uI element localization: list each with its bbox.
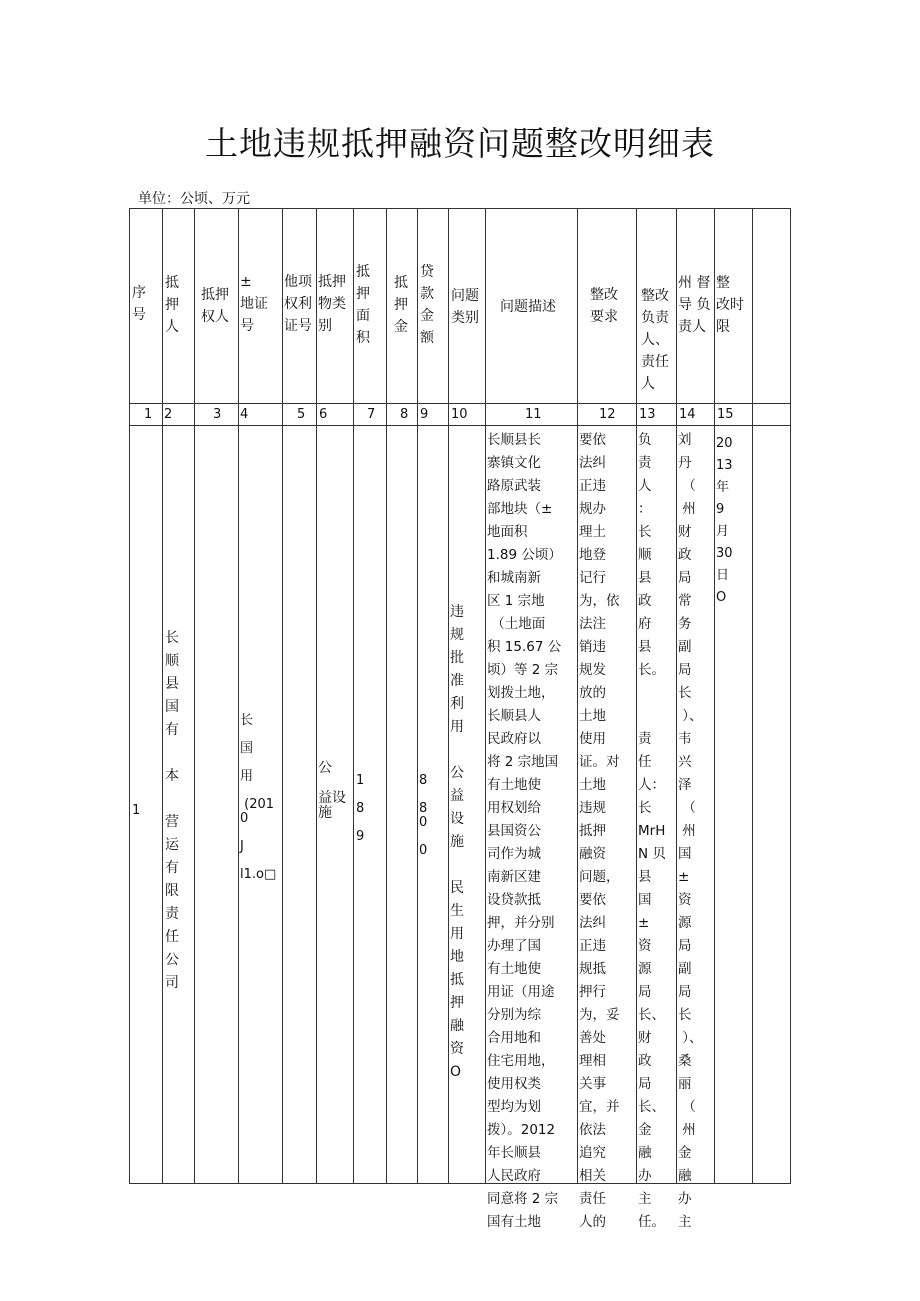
- unit-label: 单位：公顷、万元: [138, 191, 250, 207]
- col-line: [316, 209, 317, 1183]
- row1-mortgagor: 长 顺 县 国 有 本 营 运 有 限 责 任 公 司: [165, 630, 179, 991]
- column-number: 2: [164, 407, 173, 422]
- column-number: 4: [240, 407, 249, 422]
- column-number: 6: [319, 407, 328, 422]
- row1-requirement: 要依 法纠 正违 规办 理土 地登 记行 为，依 法注 销违 规发 放的 土地 使用 证。对 土地 违规 抵押 融资 问题， 要依 法纠 正违 规抵 押行 为，妥 善处 理相 关事 宜，并 依法 追究 相关 责任 人的: [579, 432, 620, 1230]
- col-line: [194, 209, 195, 1183]
- column-number: 15: [717, 407, 734, 422]
- column-number: 5: [297, 407, 306, 422]
- column-number: 14: [679, 407, 696, 422]
- row1-mortgage-area: 1 8 9: [356, 773, 365, 844]
- row1-collateral-type: 公 益设 施: [318, 760, 346, 821]
- col-line: [714, 209, 715, 1183]
- col-line: [353, 209, 354, 1183]
- header-mortgage-area: 抵 押 面 积: [356, 264, 370, 346]
- row1-problem-type: 违 规 批 准 利 用 公 益 设 施 民 生 用 地 抵 押 融 资 O: [450, 604, 464, 1080]
- header-mortgagee: 抵押 权人: [201, 287, 229, 325]
- header-requirement: 整改 要求: [590, 287, 618, 325]
- header-responsible: 整改 负责 人、 责任 人: [641, 288, 669, 392]
- header-divider: [130, 403, 790, 404]
- header-land-cert: ± 地证 号: [240, 274, 268, 334]
- col-line: [386, 209, 387, 1183]
- row1-deadline: 20 13 年 9 月 30 日 O: [716, 436, 733, 605]
- header-problem-description: 问题描述: [500, 299, 556, 315]
- header-mortgagor: 抵 押 人: [165, 275, 179, 335]
- document-title: 土地违规抵押融资问题整改明细表: [205, 124, 715, 163]
- col-line: [162, 209, 163, 1183]
- column-number: 13: [639, 407, 656, 422]
- column-number: 9: [420, 407, 429, 422]
- rectification-table: [129, 208, 791, 1230]
- header-deadline: 整 改时 限: [716, 275, 744, 335]
- header-problem-type: 问题 类别: [451, 288, 479, 326]
- col-line: [752, 209, 753, 1183]
- col-line: [238, 209, 239, 1183]
- column-number: 3: [213, 407, 222, 422]
- row1-problem-description: 长顺县长 寨镇文化 路原武装 部地块（± 地面积 1.89 公顷） 和城南新 区 1 宗地 （土地面 积 15.67 公 顷）等 2 宗 划拨土地， 长顺县人 民政府以 将 2 宗地国 有土地使 用权划给 县国资公 司作为城 南新区建 设贷款抵 押，并分别 办理了国 有土地使 用证（用途 分别为综 合用地和 住宅用地， 使用权类 型均为划 拨）。2012 年长顺县 人民政府 同意将 2 宗 国有土地: [487, 432, 562, 1230]
- row1-land-cert: 长 国 用 (201 0 J l1.o□: [240, 713, 277, 882]
- header-loan-amount: 贷 款 金 额: [420, 264, 434, 346]
- header-collateral-type: 抵押 物类 别: [318, 274, 346, 334]
- row1-loan-amount: 8 8 0 0: [419, 773, 428, 858]
- col-line: [676, 209, 677, 1183]
- column-number: 11: [525, 407, 542, 422]
- col-line: [636, 209, 637, 1183]
- header-supervisor: 州 督 导 负 责人: [678, 275, 711, 335]
- row1-supervisor: 刘 丹 （ 州 财 政 局 常 务 副 局 长 ）、 韦 兴 泽 （ 州 国 ± 资 源 局 副 局 长 ）、 桑 丽 （ 州 金 融 办 主: [678, 432, 703, 1230]
- header-seq: 序 号: [132, 285, 146, 323]
- col-line: [448, 209, 449, 1183]
- column-number: 7: [367, 407, 376, 422]
- header-other-rights-cert: 他项 权利 证号: [284, 274, 312, 334]
- col-line: [282, 209, 283, 1183]
- col-line: [485, 209, 486, 1183]
- column-number: 8: [400, 407, 409, 422]
- column-number: 1: [144, 407, 153, 422]
- col-line: [577, 209, 578, 1183]
- number-row-divider: [130, 425, 790, 426]
- col-line: [417, 209, 418, 1183]
- column-number: 10: [451, 407, 468, 422]
- header-mortgage-amount: 抵 押 金: [394, 275, 408, 335]
- row1-responsible: 负 责 人 ： 长 顺 县 政 府 县 长。 责 任 人： 长 MrH N 贝 县 国 ± 资 源 局 长、 财 政 局 长、 金 融 办 主 任。: [638, 432, 666, 1230]
- row1-seq: 1: [132, 803, 141, 818]
- column-number: 12: [599, 407, 616, 422]
